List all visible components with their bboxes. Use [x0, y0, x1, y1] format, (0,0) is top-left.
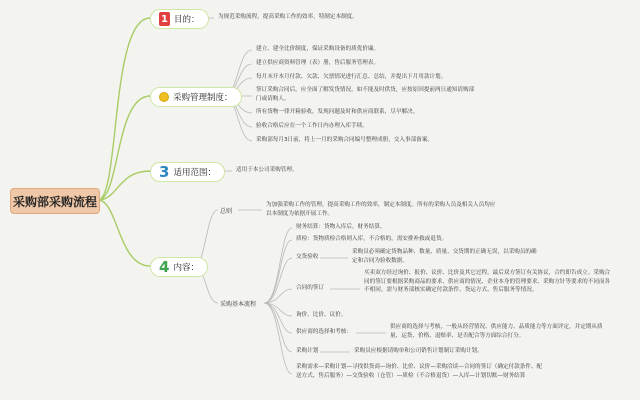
process-item: 采购计划: [296, 348, 319, 354]
connector-root-policy: [98, 96, 150, 200]
policy-item: 采购部每月3日前，将上一月的采购合同编号整理成册，交入事部备案。: [256, 137, 433, 143]
general-text: 为加强采购工作的管理，提高采购工作的效率，制定本制度。所有的采购人员及相关人员均应以本制度为依据开展工作。: [266, 202, 496, 217]
policy-item: 建立、建全比价制度，保证采购设备的质优价廉。: [256, 46, 380, 52]
branch-policy[interactable]: [150, 87, 242, 107]
branch-label: 内容：: [173, 263, 199, 273]
number-badge: 4: [159, 257, 170, 276]
process-item-text: 买卖双方经过询价、报价、议价、比价及其它过程，最后双方签订有关协议，合约即告成立。采购合同的签订要根据采购商品的要求、供应商的情况、企业本身的管理要求、采购方针等要求的不同而各不相同。需与财务部核实确定付款条件、货运方式、售后服务等情况。: [364, 270, 611, 294]
bullet-icon: [159, 92, 169, 102]
process-item: 询价、比价、议价。: [296, 312, 347, 318]
basic-process-node[interactable]: 采购基本流程: [220, 301, 257, 308]
number-badge: 1: [159, 12, 170, 26]
process-item: 采购需求—采购计划—寻找供货商—询价、比价、议价—采购洽谈—合同的签订（确定付款条件、配送方式、售后服务）—交货验收（仓管）—质检（不合格退货）—入库—计划切账—财务结算: [296, 364, 543, 379]
branch-scope[interactable]: [150, 162, 225, 182]
policy-item: 所有货物一律开箱验收，发现问题及时和供应商联系，尽早解决。: [256, 109, 419, 115]
general-node[interactable]: 总则: [220, 208, 233, 215]
number-badge: 3: [159, 162, 170, 181]
policy-item: 验收合格后应在一个工作日内办理入库手续。: [256, 123, 368, 129]
process-item: 交货验收: [296, 254, 319, 260]
branch-content[interactable]: [150, 257, 208, 277]
branch-label: 采购管理制度：: [173, 93, 233, 103]
branch-label: 目的：: [174, 15, 200, 25]
policy-item: 每月末开本月付款、欠款、欠票情况进行汇总、总结，并提出下月用款计划。: [256, 74, 447, 80]
connector-root-content: [98, 200, 150, 266]
connector-root-goal: [98, 18, 150, 200]
policy-item: 建立供应商资料管理（表）册，售后服务管理表。: [256, 60, 380, 66]
process-item: 合同的签订: [296, 285, 324, 291]
goal-item: 为规范采购流程，提高采购工作的效率，特制定本制度。: [218, 14, 358, 20]
policy-item: 签订采购合同后，应全面了解发货情况，如不能及时供货，应按原因提前两日通知请购部门或请购人。: [256, 87, 475, 102]
branch-goal[interactable]: [150, 9, 209, 29]
process-item: 供应商的选择和考核：: [296, 329, 352, 335]
process-item-text: 采购员必须确定货物品种、数量、质量、交货期的正确无误，以采购员的确定和合同为验收数据。: [352, 249, 537, 264]
process-item-text: 供应商的选择与考核，一般从经营情况、供应能力、品质能力等方面评定，并定期从质量、运货、价格、退赔率、是否配合等方面综合打分。: [390, 324, 603, 339]
process-item: 财务结算：货物入库后，财务结算。: [296, 224, 386, 230]
root-node[interactable]: 采购部采购流程: [10, 188, 100, 214]
process-item: 质检：货物质检合格则入库，不合格的，需安排补救或退货。: [296, 236, 448, 242]
scope-item: 适用于本公司采购管理。: [236, 167, 298, 173]
branch-label: 适用范围：: [173, 168, 216, 178]
process-item-text: 采购员应根据请购单和公司销售计划制订采购计划。: [354, 348, 483, 354]
